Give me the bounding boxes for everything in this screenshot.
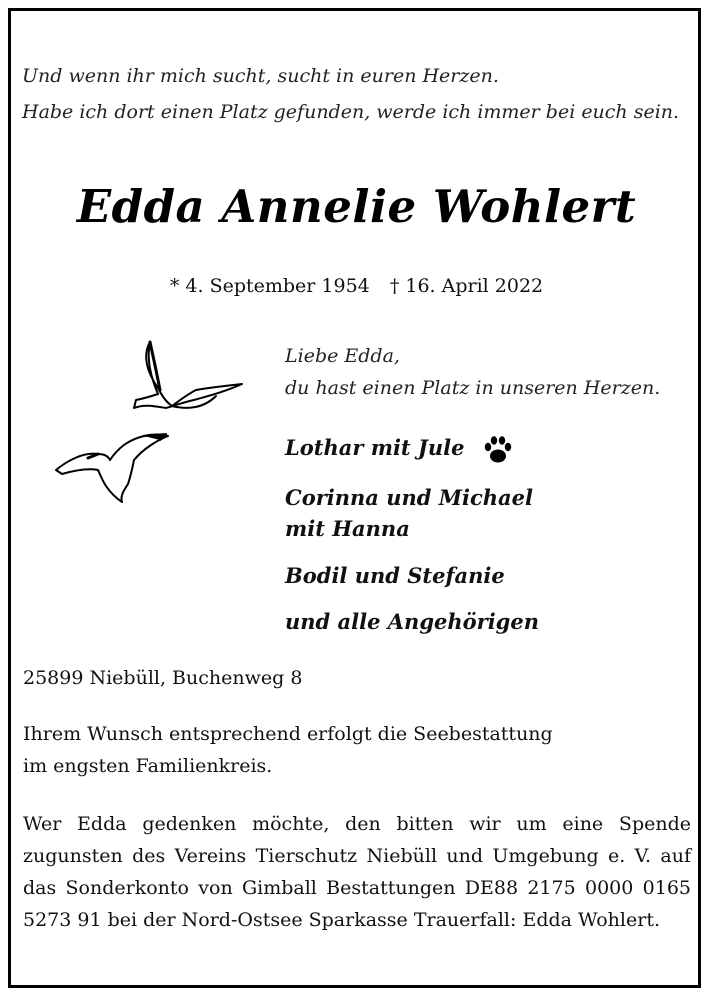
burial-note-line-2: im engsten Familienkreis.: [23, 755, 273, 777]
seagulls-illustration: [48, 330, 258, 505]
mourner-entry: [285, 482, 533, 544]
seagull-upper-icon: [134, 342, 242, 408]
message-line-2: du hast einen Platz in unseren Herzen.: [285, 377, 661, 399]
death-date: † 16. April 2022: [389, 275, 544, 297]
life-dates: [0, 275, 713, 297]
donation-note: Wer Edda gedenken möchte, den bitten wir um eine Spende zugunsten des Vereins Tierschutz Niebüll und Umgebung e. V. auf das Sonderkonto von Gimball Bestattungen DE88 2175 0000 0165 5273 91 bei der Nord-Ostsee Sparkasse Trauerfall: Edda Wohlert.: [23, 813, 691, 931]
message-line-1: Liebe Edda,: [285, 345, 400, 367]
burial-note-line-1: Ihrem Wunsch entsprechend erfolgt die Seebestattung: [23, 723, 553, 745]
deceased-name: Edda Annelie Wohlert: [76, 180, 637, 233]
seagull-lower-icon: [56, 434, 168, 502]
mourner-name: Lothar mit Jule: [285, 435, 465, 460]
personal-message: [285, 340, 695, 404]
mourner-entry: [285, 432, 514, 466]
mourner-entry: Bodil und Stefanie: [285, 563, 505, 588]
paw-icon: [482, 434, 514, 466]
poem: [22, 58, 692, 130]
poem-line-2: Habe ich dort einen Platz gefunden, werde ich immer bei euch sein.: [22, 101, 680, 123]
address: 25899 Niebüll, Buchenweg 8: [23, 667, 303, 689]
poem-line-1: Und wenn ihr mich sucht, sucht in euren Herzen.: [22, 65, 499, 87]
burial-note: [23, 718, 691, 782]
mourner-name-cont: mit Hanna: [285, 516, 410, 541]
mourner-name: Corinna und Michael: [285, 485, 533, 510]
mourner-entry: und alle Angehörigen: [285, 609, 539, 634]
birth-date: * 4. September 1954: [169, 275, 370, 297]
